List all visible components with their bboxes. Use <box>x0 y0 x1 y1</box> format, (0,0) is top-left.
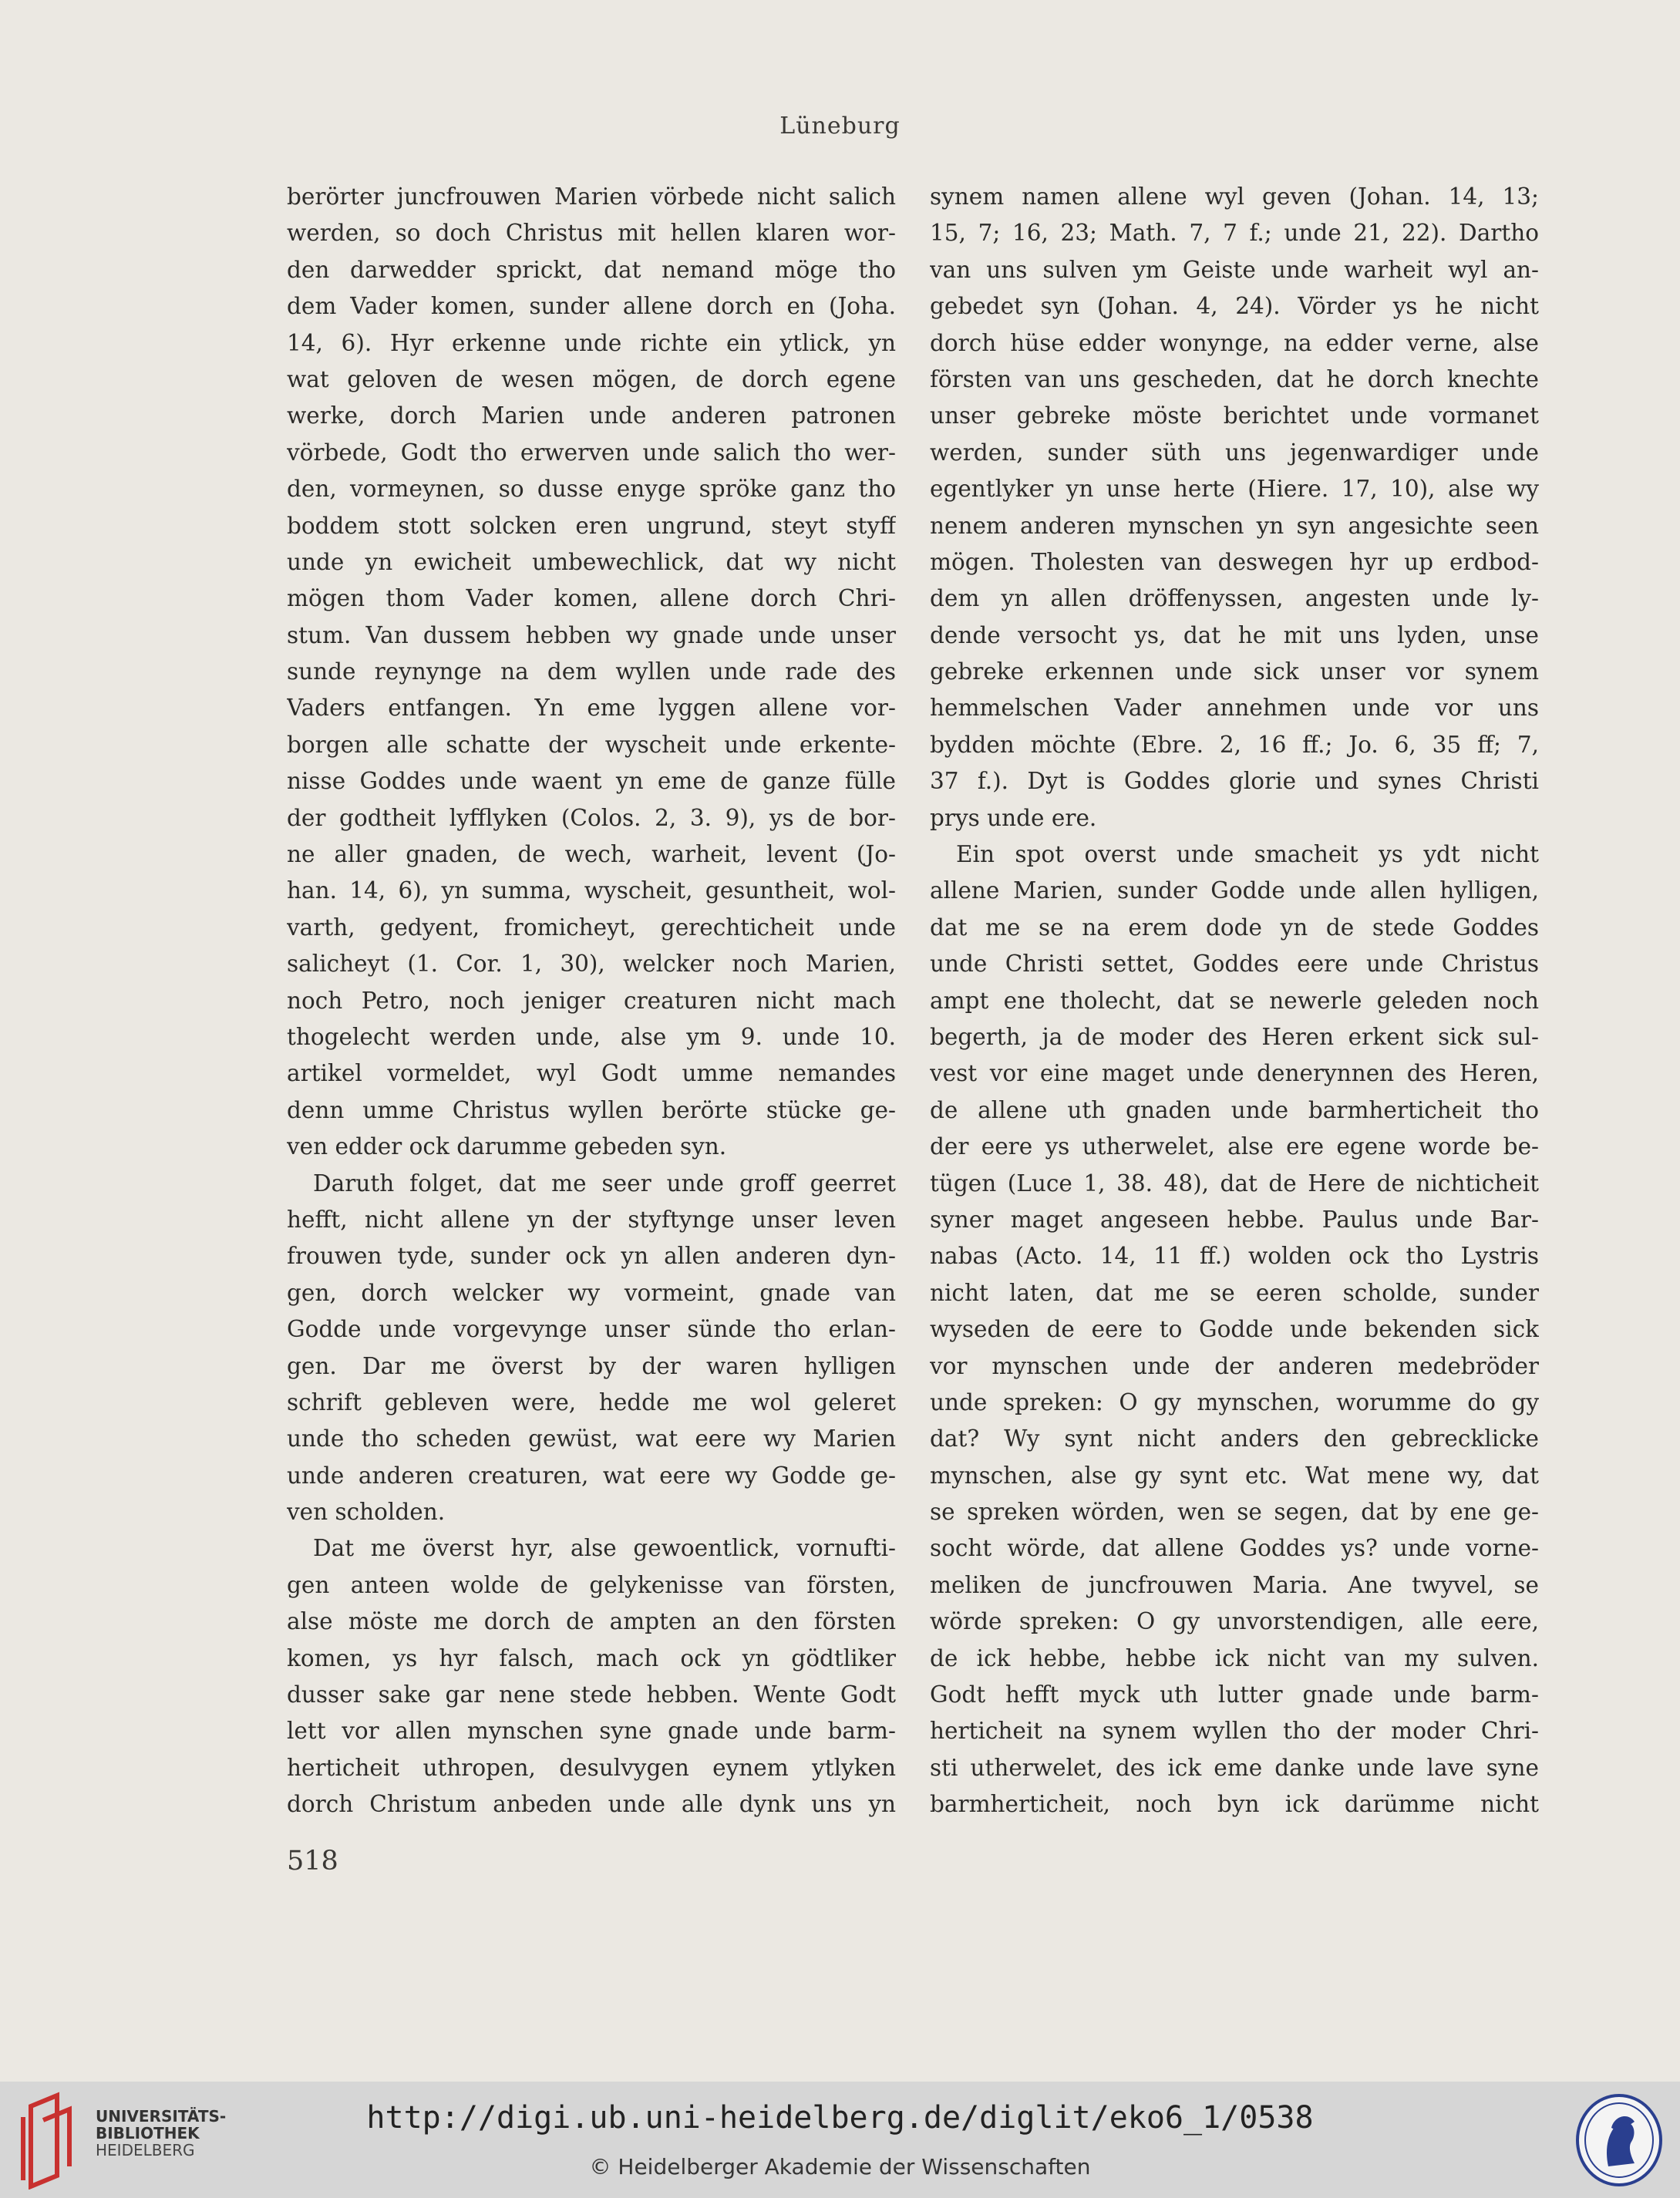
text-line: han. 14, 6), yn summa, wyscheit, gesuntheit, wol- <box>287 877 896 904</box>
text-line: sunde reynynge na dem wyllen unde rade des <box>287 658 896 685</box>
text-line: syner maget angeseen hebbe. Paulus unde Bar- <box>930 1206 1539 1233</box>
text-line: unde tho scheden gewüst, wat eere wy Marien <box>287 1426 896 1452</box>
text-line: dem yn allen dröffenyssen, angesten unde ly- <box>930 585 1539 612</box>
text-line: nisse Goddes unde waent yn eme de ganze fülle <box>287 768 896 795</box>
text-line: dorch hüse edder wonynge, na edder verne, alse <box>930 329 1539 356</box>
copyright-notice: © Heidelberger Akademie der Wissenschaften <box>589 2154 1091 2179</box>
text-line: Ein spot overst unde smacheit ys ydt nicht <box>956 841 1539 868</box>
text-line: ven edder ock darumme gebeden syn. <box>287 1133 727 1160</box>
text-line: Godt hefft myck uth lutter gnade unde barm- <box>930 1681 1539 1708</box>
text-line: vest vor eine maget unde denerynnen des Heren, <box>930 1060 1539 1087</box>
text-line: försten van uns gescheden, dat he dorch knechte <box>930 365 1539 392</box>
text-line: mynschen, alse gy synt etc. Wat mene wy, dat <box>930 1462 1539 1489</box>
text-line: tügen (Luce 1, 38. 48), dat de Here de nichticheit <box>930 1170 1539 1197</box>
text-line: se spreken wörden, wen se segen, dat by ene ge- <box>930 1499 1539 1526</box>
text-line: werden, sunder süth uns jegenwardiger unde <box>930 439 1539 466</box>
text-line: gebedet syn (Johan. 4, 24). Vörder ys he nicht <box>930 293 1539 320</box>
text-line: allene Marien, sunder Godde unde allen hylligen, <box>930 877 1539 904</box>
text-line: egentlyker yn unse herte (Hiere. 17, 10), alse wy <box>930 476 1539 503</box>
text-line: 14, 6). Hyr erkenne unde richte ein ytlick, yn <box>287 329 896 356</box>
text-line: hefft, nicht allene yn der styftynge unser leven <box>287 1206 896 1233</box>
text-line: de allene uth gnaden unde barmherticheit tho <box>930 1096 1539 1123</box>
text-line: den darwedder sprickt, dat nemand möge tho <box>287 256 896 283</box>
text-line: wyseden de eere to Godde unde bekenden sick <box>930 1316 1539 1343</box>
text-line: socht wörde, dat allene Goddes ys? unde vorne- <box>930 1535 1539 1562</box>
text-line: nenem anderen mynschen yn syn angesichte seen <box>930 512 1539 539</box>
running-title: Lüneburg <box>779 113 901 140</box>
text-line: van uns sulven ym Geiste unde warheit wyl an- <box>930 256 1539 283</box>
text-line: werke, dorch Marien unde anderen patronen <box>287 402 896 429</box>
text-line: thogelecht werden unde, alse ym 9. unde 10. <box>287 1023 896 1050</box>
left-text-column <box>287 179 896 1823</box>
permalink-url[interactable]: http://digi.ub.uni-heidelberg.de/diglit/eko6_1/0538 <box>366 2100 1314 2136</box>
text-line: dorch Christum anbeden unde alle dynk uns yn <box>287 1791 896 1818</box>
text-line: ne aller gnaden, de wech, warheit, levent (Jo- <box>287 841 896 868</box>
text-line: werden, so doch Christus mit hellen klaren wor- <box>287 220 896 247</box>
page-number: 518 <box>287 1846 338 1877</box>
text-line: schrift gebleven were, hedde me wol geleret <box>287 1388 896 1415</box>
text-line: dat? Wy synt nicht anders den gebrecklicke <box>930 1426 1539 1452</box>
text-line: Godde unde vorgevynge unser sünde tho erlan- <box>287 1316 896 1343</box>
academy-seal-icon[interactable] <box>1574 2092 1664 2188</box>
text-line: vor mynschen unde der anderen medebröder <box>930 1352 1539 1379</box>
text-line: Dat me överst hyr, alse gewoentlick, vornufti- <box>313 1535 896 1562</box>
text-line: artikel vormeldet, wyl Godt umme nemandes <box>287 1060 896 1087</box>
text-line: gen anteen wolde de gelykenisse van försten, <box>287 1571 896 1598</box>
text-line: frouwen tyde, sunder ock yn allen anderen dyn- <box>287 1243 896 1270</box>
text-line: de ick hebbe, hebbe ick nicht van my sulven. <box>930 1644 1539 1671</box>
text-line: unser gebreke möste berichtet unde vormanet <box>930 402 1539 429</box>
text-line: nabas (Acto. 14, 11 ff.) wolden ock tho Lystris <box>930 1243 1539 1270</box>
text-line: gen, dorch welcker wy vormeint, gnade van <box>287 1279 896 1306</box>
text-line: den, vormeynen, so dusse enyge spröke ganz tho <box>287 476 896 503</box>
text-line: herticheit uthropen, desulvygen eynem ytlyken <box>287 1754 896 1781</box>
text-line: denn umme Christus wyllen berörte stücke ge- <box>287 1096 896 1123</box>
viewer-footer <box>0 2082 1680 2198</box>
text-line: salicheyt (1. Cor. 1, 30), welcker noch Marien, <box>287 951 896 978</box>
text-line: gen. Dar me överst by der waren hylligen <box>287 1352 896 1379</box>
text-line: Vaders entfangen. Yn eme lyggen allene vor- <box>287 695 896 722</box>
text-line: berörter juncfrouwen Marien vörbede nicht salich <box>287 183 896 210</box>
text-line: lett vor allen mynschen syne gnade unde barm- <box>287 1718 896 1745</box>
text-line: herticheit na synem wyllen tho der moder Chri- <box>930 1718 1539 1745</box>
text-line: 15, 7; 16, 23; Math. 7, 7 f.; unde 21, 22). Dartho <box>930 220 1539 247</box>
text-line: nicht laten, dat me se eeren scholde, sunder <box>930 1279 1539 1306</box>
text-line: komen, ys hyr falsch, mach ock yn gödtliker <box>287 1644 896 1671</box>
text-line: gebreke erkennen unde sick unser vor synem <box>930 658 1539 685</box>
text-line: dusser sake gar nene stede hebben. Wente Godt <box>287 1681 896 1708</box>
text-line: hemmelschen Vader annehmen unde vor uns <box>930 695 1539 722</box>
text-line: synem namen allene wyl geven (Johan. 14, 13; <box>930 183 1539 210</box>
text-line: unde anderen creaturen, wat eere wy Godde ge- <box>287 1462 896 1489</box>
text-line: mögen. Tholesten van deswegen hyr up erdbod- <box>930 548 1539 575</box>
institution-line: BIBLIOTHEK <box>96 2124 200 2142</box>
text-line: begerth, ja de moder des Heren erkent sick sul- <box>930 1023 1539 1050</box>
right-text-column <box>930 179 1539 1823</box>
text-line: der eere ys utherwelet, alse ere egene worde be- <box>930 1133 1539 1160</box>
text-line: sti utherwelet, des ick eme danke unde lave syne <box>930 1754 1539 1781</box>
text-line: dat me se na erem dode yn de stede Goddes <box>930 914 1539 941</box>
text-line: Daruth folget, dat me seer unde groff geerret <box>313 1170 896 1197</box>
text-line: dem Vader komen, sunder allene dorch en (Joha. <box>287 293 896 320</box>
text-line: unde spreken: O gy mynschen, worumme do gy <box>930 1388 1539 1415</box>
text-line: prys unde ere. <box>930 804 1097 831</box>
text-line: vörbede, Godt tho erwerven unde salich tho wer- <box>287 439 896 466</box>
institution-line: HEIDELBERG <box>96 2141 195 2159</box>
text-line: dende versocht ys, dat he mit uns lyden, unse <box>930 621 1539 648</box>
text-line: wörde spreken: O gy unvorstendigen, alle eere, <box>930 1608 1539 1635</box>
text-line: boddem stott solcken eren ungrund, steyt styff <box>287 512 896 539</box>
text-line: unde Christi settet, Goddes eere unde Christus <box>930 951 1539 978</box>
text-line: unde yn ewicheit umbewechlick, dat wy nicht <box>287 548 896 575</box>
text-line: ven scholden. <box>287 1499 446 1526</box>
text-line: mögen thom Vader komen, allene dorch Chri- <box>287 585 896 612</box>
text-line: der godtheit lyfflyken (Colos. 2, 3. 9), ys de bor- <box>287 804 896 831</box>
text-line: borgen alle schatte der wyscheit unde erkente- <box>287 731 896 758</box>
text-line: stum. Van dussem hebben wy gnade unde unser <box>287 621 896 648</box>
text-line: barmherticheit, noch byn ick darümme nicht <box>930 1791 1539 1818</box>
text-line: ampt ene tholecht, dat se newerle geleden noch <box>930 987 1539 1014</box>
text-line: 37 f.). Dyt is Goddes glorie und synes Christi <box>930 768 1539 795</box>
text-line: meliken de juncfrouwen Maria. Ane twyvel, se <box>930 1571 1539 1598</box>
institution-line: UNIVERSITÄTS- <box>96 2107 227 2126</box>
text-line: varth, gedyent, fromicheyt, gerechticheit unde <box>287 914 896 941</box>
text-line: bydden möchte (Ebre. 2, 16 ff.; Jo. 6, 35 ff; 7, <box>930 731 1539 758</box>
text-line: wat geloven de wesen mögen, de dorch egene <box>287 365 896 392</box>
text-line: alse möste me dorch de ampten an den försten <box>287 1608 896 1635</box>
text-line: noch Petro, noch jeniger creaturen nicht mach <box>287 987 896 1014</box>
